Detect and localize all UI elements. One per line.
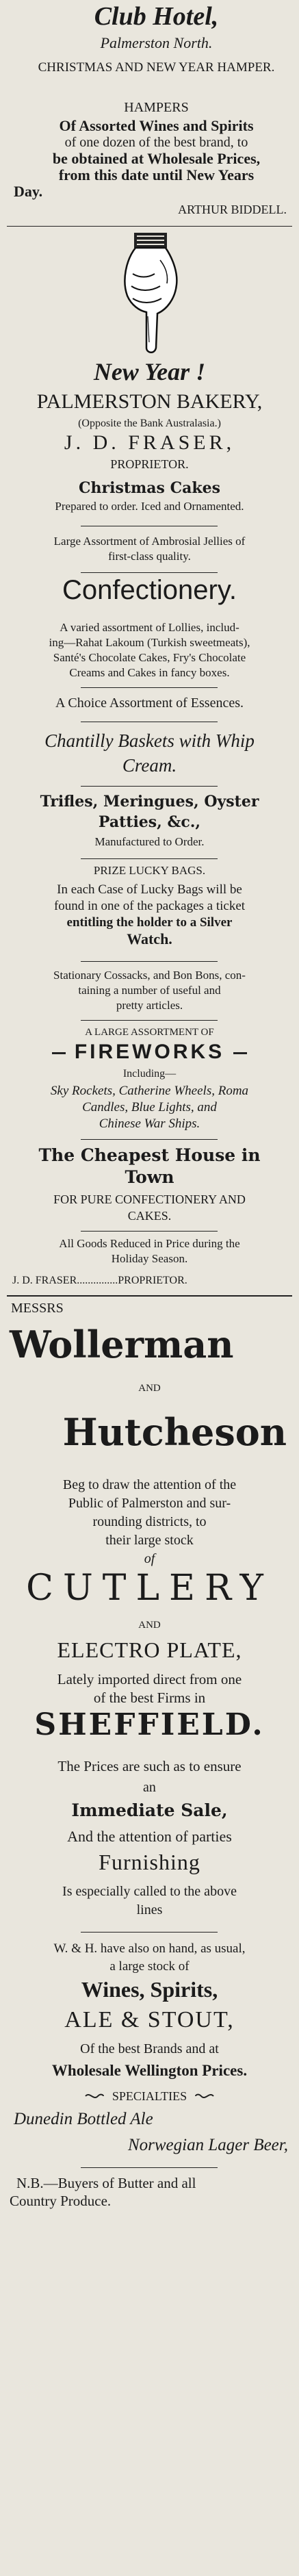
short-rule [81, 1020, 218, 1021]
stationary-line: taining a number of useful and [78, 984, 221, 997]
beg-line: rounding districts, to [92, 1514, 207, 1529]
short-rule [81, 858, 218, 859]
wholesale-text: Wholesale Wellington Prices. [51, 2062, 248, 2079]
body-line: of one dozen of the best brand, to [64, 135, 248, 150]
ale-heading: ALE & STOUT, [64, 2007, 235, 2032]
reduced-line: Holiday Season. [111, 1252, 188, 1265]
jellies-line: first-class quality. [108, 550, 191, 563]
fireworks-pre: A LARGE ASSORTMENT OF [85, 1027, 214, 1038]
new-year-title: New Year ! [93, 358, 206, 385]
confectionery-text [7, 620, 292, 680]
flourish-ornament-icon [84, 2090, 105, 2104]
reduced-text [7, 1236, 292, 1266]
bakery-name: PALMERSTON BAKERY, [36, 390, 263, 413]
club-hotel-signature: ARTHUR BIDDELL. [178, 203, 287, 216]
reduced-line: All Goods Reduced in Price during the [59, 1237, 240, 1250]
specialties-label: SPECIALTIES [112, 2089, 187, 2103]
pointing-hand-icon [7, 233, 292, 356]
wh-text [7, 1940, 292, 1976]
of-label: of [144, 1551, 155, 1566]
short-rule [81, 572, 218, 573]
and-label: AND [138, 1383, 161, 1394]
especially-line: lines [136, 1902, 163, 1917]
body-line: from this date until New Years [58, 166, 255, 183]
fireworks-line: Candles, Blue Lights, and [82, 1100, 217, 1114]
beg-text [7, 1476, 292, 1550]
short-rule [81, 786, 218, 787]
christmas-cakes-text: Prepared to order. Iced and Ornamented. [55, 500, 244, 513]
trifles-text [7, 791, 292, 832]
hand-svg [112, 233, 187, 356]
conf-line: Creams and Cakes in fancy boxes. [69, 666, 230, 679]
bakery-owner: J. D. FRASER, [64, 431, 235, 454]
sign-title: PROPRIETOR. [118, 1275, 187, 1286]
body-line: be obtained at Wholesale Prices, [52, 150, 261, 167]
nb-line: N.B.—Buyers of Butter and all [16, 2175, 196, 2191]
wh-line: a large stock of [109, 1959, 190, 1974]
fireworks-incl: Including— [122, 1068, 177, 1080]
trifles-sub: Manufactured to Order. [94, 835, 205, 848]
conf-line: ing—Rahat Lakoum (Turkish sweetmeats), [49, 636, 250, 649]
prize-line: Watch. [127, 930, 172, 947]
prices-text: The Prices are such as to ensure [57, 1758, 242, 1774]
short-rule [81, 1231, 218, 1232]
cheapest-sub-line: CAKES. [127, 1209, 172, 1223]
fireworks-line: Sky Rockets, Catherine Wheels, Roma [50, 1084, 249, 1098]
short-rule [81, 961, 218, 962]
immediate-sale: Immediate Sale, [71, 1800, 228, 1820]
beg-line: Beg to draw the attention of the [62, 1477, 237, 1492]
beg-line: Public of Palmerston and sur- [68, 1496, 231, 1511]
attention-text: And the attention of parties [67, 1828, 232, 1845]
sheffield-heading: SHEFFIELD. [34, 1707, 265, 1742]
wines-heading: Wines, Spirits, [81, 1977, 218, 2002]
stationary-line: pretty articles. [116, 999, 183, 1012]
club-hotel-headline [14, 59, 299, 76]
prize-line: found in one of the packages a ticket [53, 899, 246, 913]
sign-dots: ............... [77, 1275, 118, 1286]
especially-text [7, 1883, 292, 1920]
confectionery-heading: Confectionery. [62, 575, 237, 605]
headline-text: CHRISTMAS AND NEW YEAR HAMPER. [38, 60, 275, 75]
short-rule [81, 2167, 218, 2168]
beg-line: their large stock [105, 1533, 194, 1548]
club-hotel-body [14, 118, 299, 200]
cheapest-sub-line: FOR PURE CONFECTIONERY AND [53, 1193, 246, 1206]
essences-text: A Choice Assortment of Essences. [55, 696, 244, 711]
imported-text [7, 1670, 292, 1707]
an-label: an [143, 1780, 156, 1795]
body-line: Of Assorted Wines and Spirits [59, 117, 254, 134]
stationary-line: Stationary Cossacks, and Bon Bons, con- [53, 969, 246, 982]
club-hotel-location: Palmerston North. [100, 34, 213, 51]
bakery-owner-title: PROPRIETOR. [110, 457, 189, 471]
cheapest-heading [7, 1145, 292, 1188]
bakery-address: (Opposite the Bank Australasia.) [78, 418, 221, 429]
fireworks-line: Chinese War Ships. [99, 1117, 200, 1131]
wh-line: W. & H. have also on hand, as usual, [53, 1941, 246, 1956]
jellies-text [7, 534, 292, 564]
prize-heading: PRIZE LUCKY BAGS. [93, 864, 206, 877]
divider [7, 1295, 292, 1297]
trifles-line: Trifles, Meringues, Oyster [40, 793, 259, 811]
wollerman-name: Wollerman [10, 1323, 234, 1366]
short-rule [81, 687, 218, 688]
especially-line: Is especially called to the above [62, 1884, 237, 1899]
messrs-label: MESSRS [11, 1301, 64, 1316]
cheapest-sub [7, 1191, 292, 1224]
prize-line [7, 915, 292, 931]
flourish-ornament-icon [194, 2090, 215, 2104]
furnishing-heading: Furnishing [99, 1850, 200, 1874]
fireworks-heading [7, 1041, 292, 1064]
electro-plate: ELECTRO PLATE, [57, 1637, 242, 1662]
prize-line: In each Case of Lucky Bags will be [57, 882, 242, 897]
chantilly-line: Chantilly Baskets with Whip [44, 730, 255, 751]
cheapest-line: The Cheapest House in [38, 1145, 261, 1165]
jellies-line: Large Assortment of Ambrosial Jellies of [53, 535, 246, 548]
body-line: Day. [14, 183, 43, 200]
and-label-2: AND [138, 1620, 161, 1631]
rule-mark [233, 1052, 247, 1054]
cutlery-heading: CUTLERY [26, 1568, 273, 1609]
short-rule [81, 1932, 218, 1933]
cheapest-line: Town [125, 1167, 174, 1187]
stationary-text [7, 968, 292, 1013]
bakery-signature [7, 1275, 292, 1287]
conf-line: A varied assortment of Lollies, includ- [60, 621, 239, 634]
trifles-line: Patties, &c., [98, 813, 201, 831]
dunedin-line: Dunedin Bottled Ale [14, 2110, 153, 2128]
sign-name: J. D. FRASER [12, 1275, 77, 1286]
hutcheson-name: Hutcheson [62, 1410, 287, 1454]
imported-line: of the best Firms in [93, 1689, 206, 1706]
chantilly-line: Cream. [122, 755, 177, 776]
fireworks-list [7, 1083, 292, 1132]
rule-mark [52, 1052, 66, 1054]
imported-line: Lately imported direct from one [57, 1671, 242, 1687]
chantilly-text [7, 728, 292, 778]
brands-text: Of the best Brands and at [80, 2041, 219, 2056]
club-hotel-sub: HAMPERS [124, 100, 189, 115]
divider [7, 226, 292, 227]
prize-line-3: entitling the holder to a Silver [66, 915, 233, 930]
club-hotel-title: Club Hotel, [94, 2, 219, 31]
conf-line: Santé's Chocolate Cakes, Fry's Chocolate [53, 651, 246, 664]
specialties-row [7, 2089, 292, 2104]
short-rule [81, 1139, 218, 1140]
nb-line: Country Produce. [10, 2193, 112, 2209]
fireworks-word: FIREWORKS [74, 1041, 225, 1063]
nb-text [7, 2174, 292, 2210]
prize-text [7, 882, 292, 947]
norwegian-line: Norwegian Lager Beer, [127, 2136, 288, 2154]
christmas-cakes-heading: Christmas Cakes [79, 479, 220, 497]
